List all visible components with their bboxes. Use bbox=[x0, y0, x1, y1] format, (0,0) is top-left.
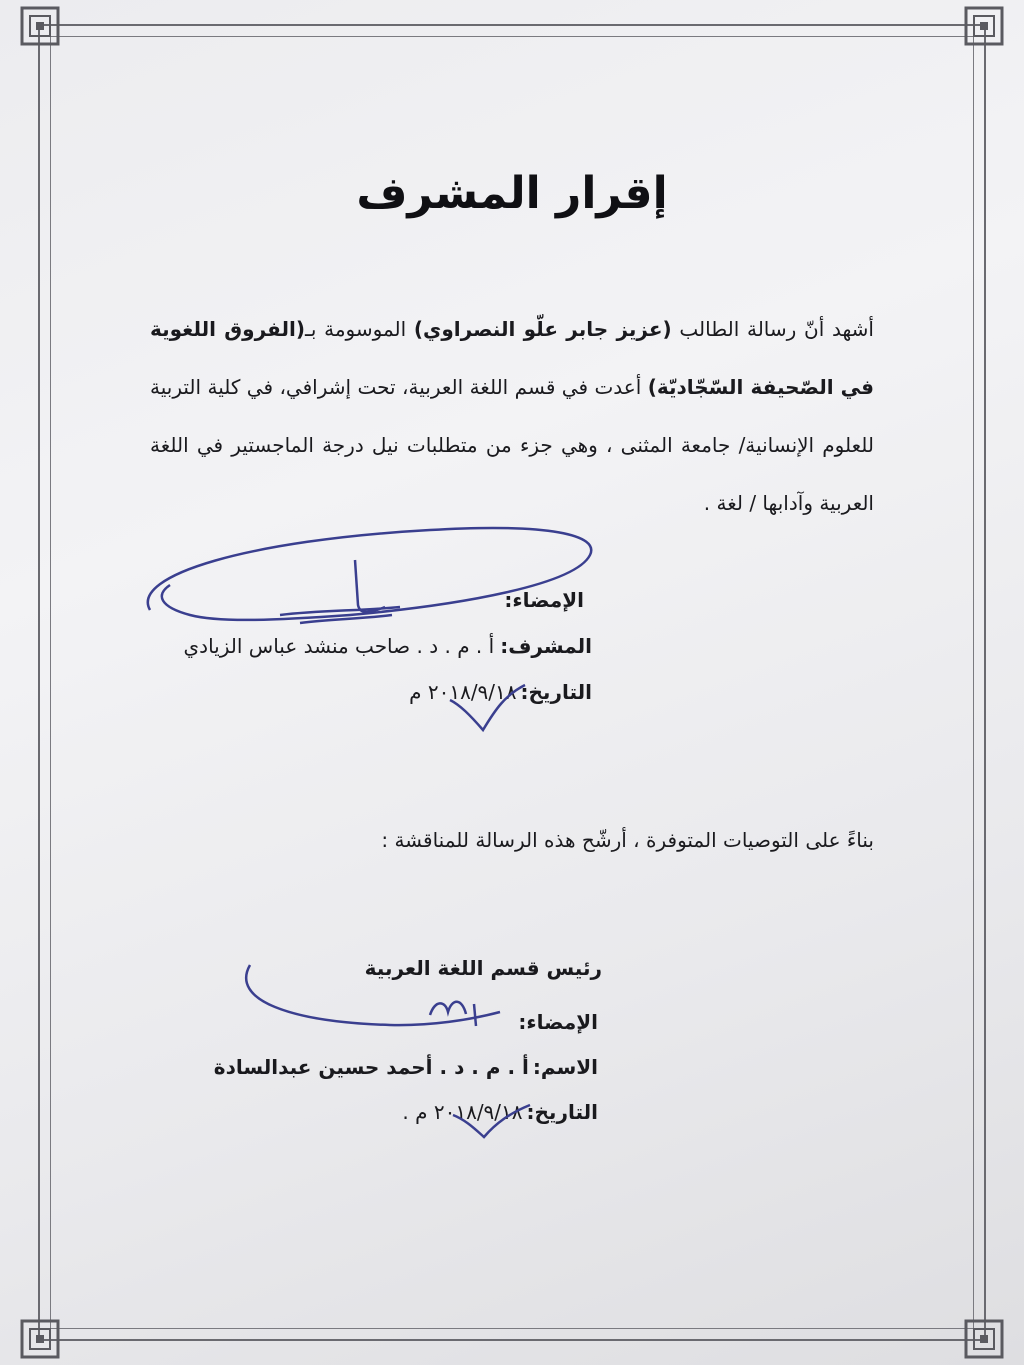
supervisor-name-line bbox=[184, 634, 592, 658]
corner-ornament-icon bbox=[18, 1317, 62, 1361]
supervisor-signature-label: الإمضاء: bbox=[504, 588, 584, 612]
head-name-label: الاسم: bbox=[532, 1055, 598, 1079]
corner-ornament-icon bbox=[18, 4, 62, 48]
page-title: إقرار المشرف bbox=[356, 168, 668, 219]
supervisor-name-label: المشرف: bbox=[500, 634, 592, 658]
head-date: ٢٠١٨/٩/١٨ م . bbox=[402, 1100, 523, 1124]
head-signature-label: الإمضاء: bbox=[518, 1010, 598, 1034]
head-date-label: التاريخ: bbox=[526, 1100, 598, 1124]
supervisor-date-label: التاريخ: bbox=[520, 680, 592, 704]
statement-paragraph bbox=[150, 300, 874, 532]
supervisor-date-line bbox=[409, 680, 592, 704]
supervisor-name: أ . م . د . صاحب منشد عباس الزيادي bbox=[183, 634, 495, 658]
corner-ornament-icon bbox=[962, 1317, 1006, 1361]
supervisor-date: ٢٠١٨/٩/١٨ م bbox=[409, 680, 517, 704]
head-date-line bbox=[402, 1100, 598, 1124]
nomination-statement: بناءً على التوصيات المتوفرة ، أرشّح هذه الرسالة للمناقشة : bbox=[381, 828, 874, 852]
head-name-line bbox=[214, 1055, 598, 1079]
statement-text: أعدت في قسم اللغة العربية، تحت إشرافي، في كلية التربية للعلوم الإنسانية/ جامعة المثنى ، وهي جزء من متطلبات نيل درجة الماجستير في اللغة العربية وآدابها / لغة . bbox=[150, 375, 874, 515]
department-head-heading: رئيس قسم اللغة العربية bbox=[364, 956, 602, 980]
thesis-title: (الفروق اللغوية في الصّحيفة السّجّاديّة) bbox=[150, 317, 874, 399]
statement-text: أشهد أنّ رسالة الطالب bbox=[671, 317, 874, 341]
corner-ornament-icon bbox=[962, 4, 1006, 48]
student-name: (عزيز جابر علّو النصراوي) bbox=[413, 317, 672, 341]
head-name: أ . م . د . أحمد حسين عبدالسادة bbox=[213, 1055, 529, 1079]
statement-text: الموسومة بـ bbox=[304, 317, 414, 341]
